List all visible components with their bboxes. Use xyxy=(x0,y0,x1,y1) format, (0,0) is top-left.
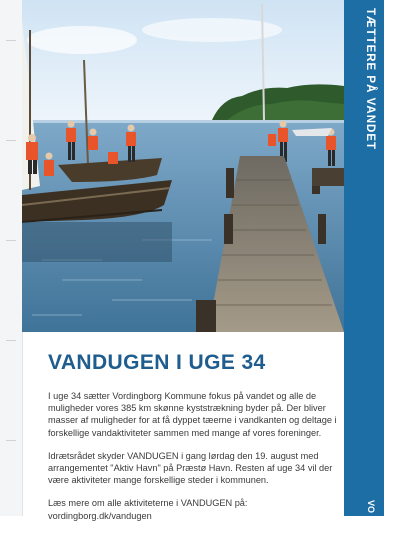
article-paragraph-2: Idrætsrådet skyder VANDUGEN i gang lørdag den 19. august med arrangementet "Aktiv Havn" på Præstø Havn. Resten af uge 34 vil der være aktiviteter mange forskellige steder i kommunen. xyxy=(48,450,333,486)
article-paragraph-3: Læs mere om alle aktiviteterne i VANDUGEN på: vordingborg.dk/vandugen xyxy=(48,498,248,521)
page-edge-strip xyxy=(0,0,23,516)
article-headline: VANDUGEN I UGE 34 xyxy=(48,351,266,374)
article-paragraph-1: I uge 34 sætter Vordingborg Kommune fokus på vandet og alle de muligheder vores 385 km skønne kyststrækning byder på. Der bliver masser af muligheder for at få dyppet tæerne i vandkanten og deltage i forskellige vandaktiviteter sammen med mange af vores foreninger. xyxy=(48,391,337,438)
side-footer-label: VO xyxy=(366,500,376,514)
section-label: TÆTTERE PÅ VANDET xyxy=(364,8,376,151)
page-margin xyxy=(384,0,400,516)
harbor-photo xyxy=(22,0,344,332)
article xyxy=(48,350,338,533)
